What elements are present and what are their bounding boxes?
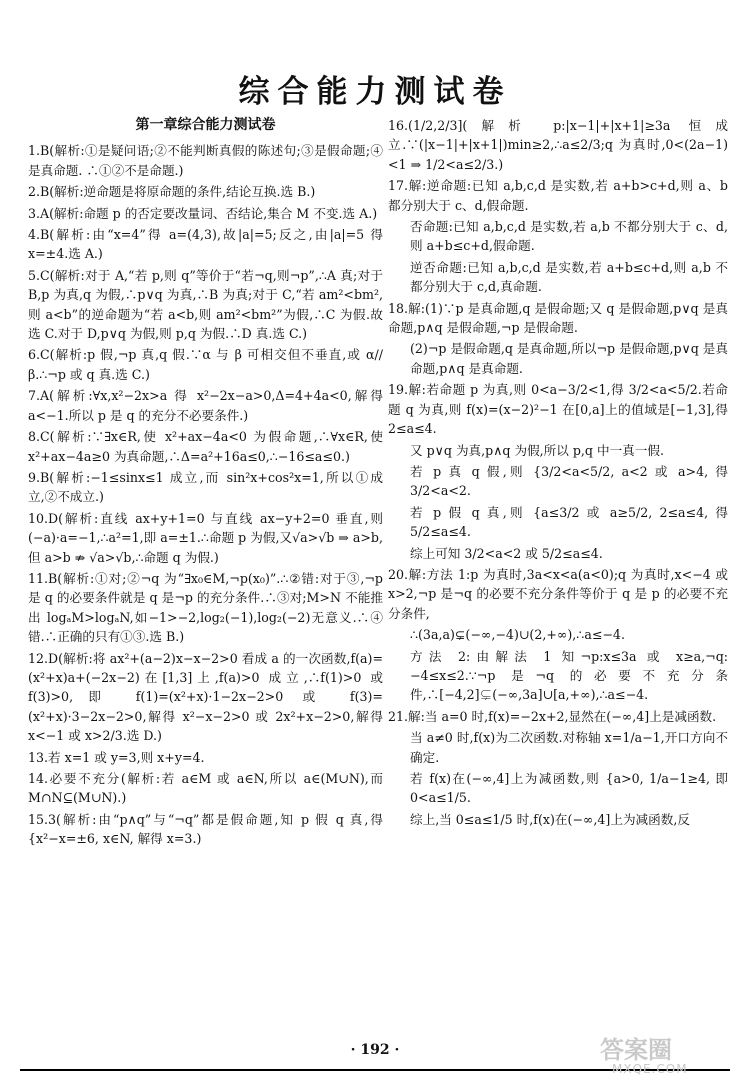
answer-12: 12.D(解析:将 ax²+(a−2)x−x−2>0 看成 a 的一次函数,f(a)=(x²+x)a+(−2x−2)在[1,3]上,f(a)>0 成立,∴f(1)>0 或 f(3)>0,即 f(1)=(x²+x)·1−2x−2>0 或 f(3)=(x²+x)·3−2x−2>0,解得 x²−x−2>0 或 2x²+x−2>0,解得 x<−1 或 x>2/3.选 D.): [28, 650, 383, 744]
answer-18-part2: (2)¬p 是假命题,q 是真命题,所以¬p 是假命题,p∨q 是真命题,p∧q 是真命题.: [410, 341, 728, 376]
answer-9: 9.B(解析:−1≤sinx≤1 成立,而 sin²x+cos²x=1,所以①成立,②不成立.): [28, 469, 383, 505]
answer-19: 19.解:若命题 p 为真,则 0<a−3/2<1,得 3/2<a<5/2.若命题 q 为真,则 f(x)=(x−2)²−1 在[0,a]上的值域是[−1,3],得 2≤a≤4.: [388, 382, 728, 437]
left-column: [28, 116, 383, 851]
answer-20-line2: ∴(3a,a)⊊(−∞,−4)∪(2,+∞),∴a≤−4.: [410, 627, 625, 643]
answer-4: 4.B(解析:由“x=4”得 a=(4,3),故|a|=5;反之,由|a|=5 得 x=±4.选 A.): [28, 227, 383, 262]
right-column: [388, 116, 728, 831]
answer-21-line3: 若 f(x)在(−∞,4]上为减函数,则 {a>0, 1/a−1≥4, 即 0<a≤1/5.: [410, 771, 728, 806]
answer-16: 16.(1/2,2/3](解析 p:|x−1|+|x+1|≥3a 恒成立.∵(|x−1|+|x+1|)min≥2,∴a≤2/3;q 为真时,0<(2a−1)<1 ⇒ 1/2<a≤2/3.): [388, 118, 728, 172]
answer-10: 10.D(解析:直线 ax+y+1=0 与直线 ax−y+2=0 垂直,则(−a)·a=−1,∴a²=1,即 a=±1.∴命题 p 为假,又√a>√b ⇒ a>b,但 a>b ⇏ √a>√b,∴命题 q 为假.): [28, 510, 383, 565]
answer-19-case2: 若 p 假 q 真,则 {a≤3/2 或 a≥5/2, 2≤a≤4, 得 5/2≤a≤4.: [410, 504, 728, 540]
answer-19-line2: 又 p∨q 为真,p∧q 为假,所以 p,q 中一真一假.: [410, 442, 664, 458]
answer-3: 3.A(解析:命题 p 的否定要改量词、否结论,集合 M 不变.选 A.): [28, 205, 378, 221]
watermark-logo: 答案圈: [600, 1036, 672, 1064]
answer-19-conclusion: 综上可知 3/2<a<2 或 5/2≤a≤4.: [410, 545, 603, 561]
answer-2: 2.B(解析:逆命题是将原命题的条件,结论互换.选 B.): [28, 184, 316, 200]
answer-21-line2: 当 a≠0 时,f(x)为二次函数.对称轴 x=1/a−1,开口方向不确定.: [410, 730, 728, 765]
answer-1: 1.B(解析:①是疑问语;②不能判断真假的陈述句;③是假命题;④是真命题. ∴①②不是命题.): [28, 143, 383, 178]
answer-15: 15.3(解析:由“p∧q”与“¬q”都是假命题,知 p 假 q 真,得 {x²−x=±6, x∈N, 解得 x=3.): [28, 811, 383, 847]
page-title: 综合能力测试卷: [238, 74, 512, 110]
answer-20: 20.解:方法 1:p 为真时,3a<x<a(a<0);q 为真时,x<−4 或 x>2,¬p 是¬q 的必要不充分条件等价于 q 是 p 的必要不充分条件,: [388, 566, 728, 621]
answer-21: 21.解:当 a=0 时,f(x)=−2x+2,显然在(−∞,4]上是减函数.: [388, 708, 717, 724]
answer-17: 17.解:逆命题:已知 a,b,c,d 是实数,若 a+b>c+d,则 a、b 都分别大于 c、d,假命题.: [388, 178, 728, 213]
answer-5: 5.C(解析:对于 A,“若 p,则 q”等价于“若¬q,则¬p”,∴A 真;对于 B,p 为真,q 为假,∴p∨q 为真,∴B 为真;对于 C,“若 am²<bm²,则 a<b”的逆命题为“若 a<b,则 am²<bm²”为假,∴C 为假.故选 C.对于 D,p∨q 为假,则 p,q 为假.∴D 真.选 C.): [28, 267, 383, 342]
answer-20-method2: 方法 2:由解法 1 知¬p:x≤3a 或 x≥a,¬q:−4≤x≤2.∵¬p 是¬q 的必要不充分条件,∴[−4,2]⊊(−∞,3a]∪[a,+∞),∴a≤−4.: [410, 648, 728, 703]
answer-17-contrapositive: 逆否命题:已知 a,b,c,d 是实数,若 a+b≤c+d,则 a,b 不都分别大于 c,d,真命题.: [410, 259, 728, 295]
answer-13: 13.若 x=1 或 y=3,则 x+y=4.: [28, 749, 205, 765]
answer-6: 6.C(解析:p 假,¬p 真,q 假.∵α 与 β 可相交但不垂直,或 α//β.∴¬p 或 q 真.选 C.): [28, 347, 383, 382]
watermark-url: MXQE.COM: [612, 1062, 688, 1076]
answer-14: 14.必要不充分(解析:若 a∈M 或 a∈N,所以 a∈(M∪N),而 M∩N⊆(M∪N).): [28, 771, 383, 806]
answer-17-negation: 否命题:已知 a,b,c,d 是实数,若 a,b 不都分别大于 c、d,则 a+b≤c+d,假命题.: [410, 219, 728, 254]
answer-19-case1: 若 p 真 q 假,则 {3/2<a<5/2, a<2 或 a>4, 得 3/2<a<2.: [410, 463, 728, 499]
page-number: · 192 ·: [350, 1042, 400, 1058]
section-subtitle: 第一章综合能力测试卷: [135, 117, 276, 133]
answer-8: 8.C(解析:∵∃x∈R,使 x²+ax−4a<0 为假命题,∴∀x∈R,使 x²+ax−4a≥0 为真命题,∴Δ=a²+16a≤0,∴−16≤a≤0.): [28, 429, 383, 464]
answer-21-line4: 综上,当 0≤a≤1/5 时,f(x)在(−∞,4]上为减函数,反: [410, 811, 690, 827]
answer-18: 18.解:(1)∵p 是真命题,q 是假命题;又 q 是假命题,p∨q 是真命题,p∧q 是假命题,¬p 是假命题.: [388, 300, 728, 336]
answer-7: 7.A(解析:∀x,x²−2x>a 得 x²−2x−a>0,Δ=4+4a<0,解得 a<−1.所以 p 是 q 的充分不必要条件.): [28, 388, 383, 423]
answer-11: 11.B(解析:①对;②¬q 为“∃x₀∈M,¬p(x₀)”.∴②错:对于③,¬p 是 q 的必要条件就是 q 是¬p 的充分条件.∴③对;M>N 不能推出 logₐM>logₐN,如−1>−2,log₂(−1),log₂(−2)无意义.∴④错.∴正确的只有①③.选 B.): [28, 570, 383, 645]
